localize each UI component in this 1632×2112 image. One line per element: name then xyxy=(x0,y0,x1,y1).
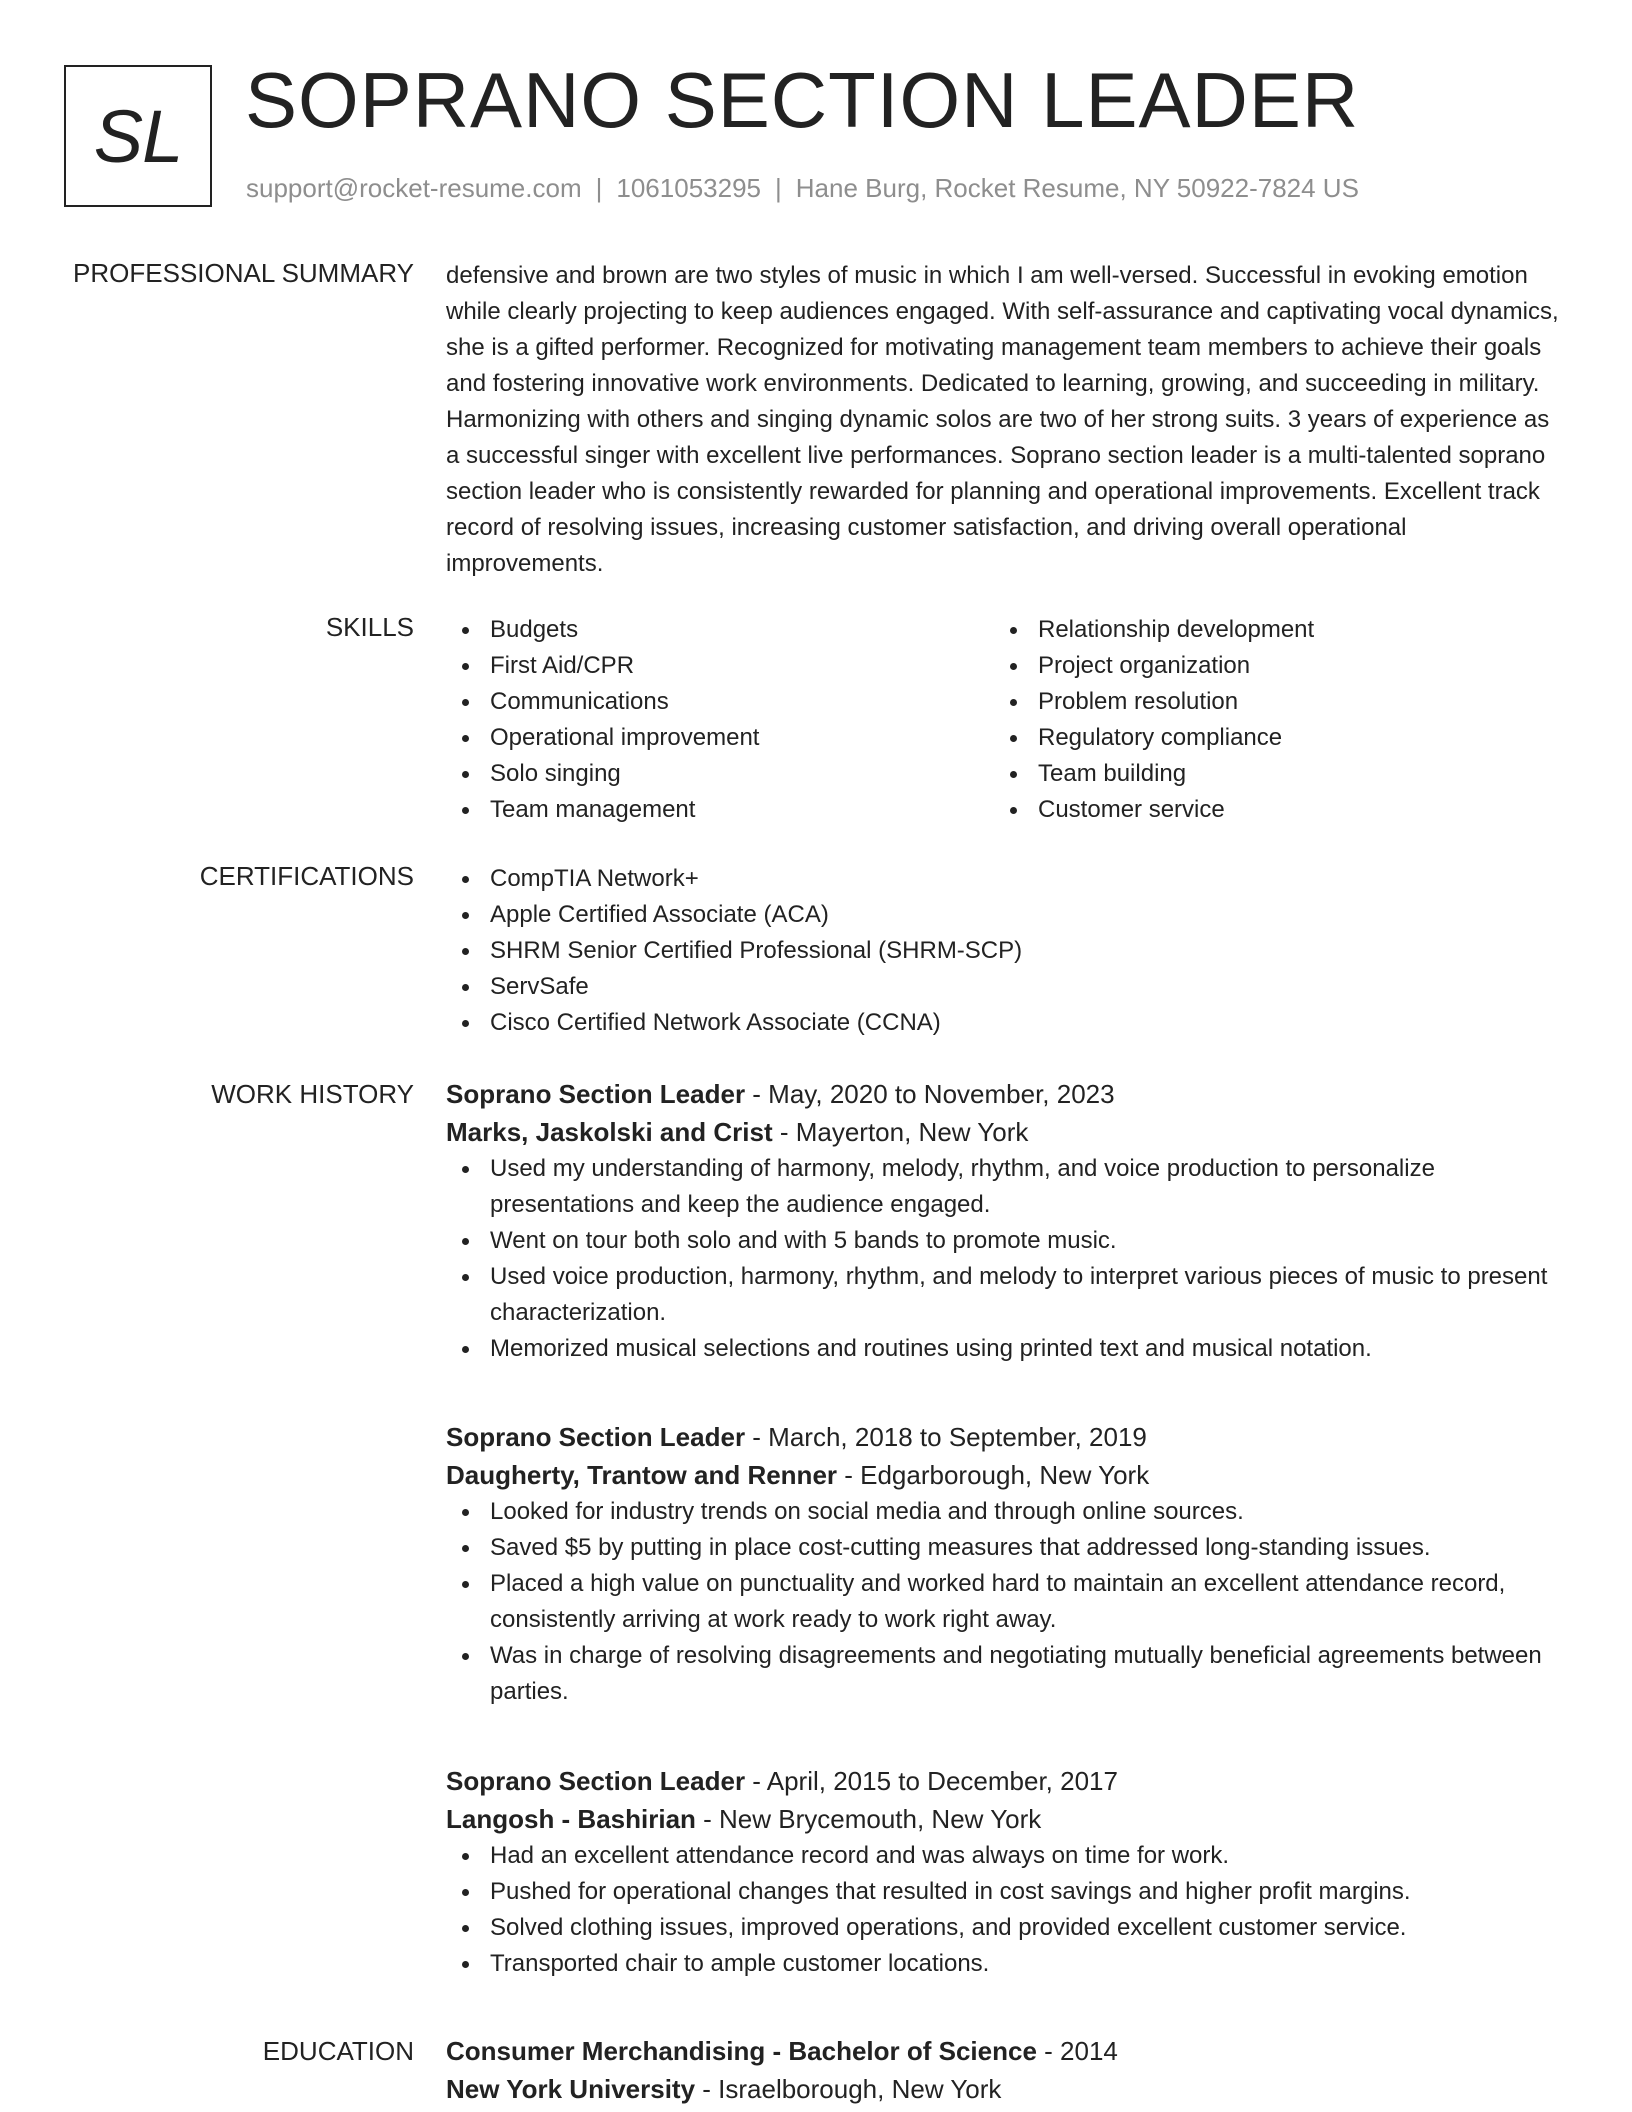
list-item: Communications xyxy=(446,684,994,720)
list-item: Customer service xyxy=(994,792,1542,828)
list-item: Operational improvement xyxy=(446,720,994,756)
list-item: Transported chair to ample customer locations. xyxy=(446,1946,1561,1982)
contact-phone: 1061053295 xyxy=(616,173,761,203)
education-school: New York University xyxy=(446,2074,696,2104)
job-company: Langosh - Bashirian xyxy=(446,1804,696,1834)
list-item: Project organization xyxy=(994,648,1542,684)
job-entry xyxy=(446,1762,1561,1982)
section-label-education: EDUCATION xyxy=(262,2036,414,2066)
list-item: Had an excellent attendance record and was always on time for work. xyxy=(446,1838,1561,1874)
section-label-summary: PROFESSIONAL SUMMARY xyxy=(73,258,414,288)
job-location: - New Brycemouth, New York xyxy=(695,1804,1042,1834)
list-item: CompTIA Network+ xyxy=(446,861,1561,897)
list-item: Looked for industry trends on social media and through online sources. xyxy=(446,1494,1561,1530)
list-item: Apple Certified Associate (ACA) xyxy=(446,897,1561,933)
skills-list-left xyxy=(446,612,994,828)
certifications-list xyxy=(446,861,1561,1041)
education-degree: Consumer Merchandising - Bachelor of Science xyxy=(446,2036,1037,2066)
contact-address: Hane Burg, Rocket Resume, NY 50922-7824 US xyxy=(795,173,1359,203)
job-entry xyxy=(446,1075,1561,1367)
education-degree-line xyxy=(446,2032,1561,2070)
job-company: Marks, Jaskolski and Crist xyxy=(446,1117,773,1147)
list-item: Saved $5 by putting in place cost-cutting measures that addressed long-standing issues. xyxy=(446,1530,1561,1566)
section-label-certifications: CERTIFICATIONS xyxy=(199,861,414,891)
education-location: - Israelborough, New York xyxy=(695,2074,1002,2104)
job-title: Soprano Section Leader xyxy=(446,1422,746,1452)
list-item: Went on tour both solo and with 5 bands to promote music. xyxy=(446,1223,1561,1259)
job-bullets xyxy=(446,1838,1561,1982)
job-title-line xyxy=(446,1418,1561,1456)
job-company-line xyxy=(446,1113,1561,1151)
contact-separator: | xyxy=(775,173,782,203)
job-entry xyxy=(446,1418,1561,1710)
list-item: Relationship development xyxy=(994,612,1542,648)
contact-email: support@rocket-resume.com xyxy=(246,173,582,203)
list-item: Cisco Certified Network Associate (CCNA) xyxy=(446,1005,1561,1041)
list-item: ServSafe xyxy=(446,969,1561,1005)
resume-name: SOPRANO SECTION LEADER xyxy=(245,56,1360,144)
job-title-line xyxy=(446,1762,1561,1800)
list-item: Regulatory compliance xyxy=(994,720,1542,756)
job-company-line xyxy=(446,1800,1561,1838)
contact-line xyxy=(246,173,1359,204)
list-item: Budgets xyxy=(446,612,994,648)
list-item: First Aid/CPR xyxy=(446,648,994,684)
summary-text: defensive and brown are two styles of music in which I am well-versed. Successful in evoking emotion while clearly projecting to keep audiences engaged. With self-assurance and captivating vocal dynamics, she is a gifted performer. Recognized for motivating management team members to achieve their goals and fostering innovative work environments. Dedicated to learning, growing, and succeeding in military. Harmonizing with others and singing dynamic solos are two of her strong suits. 3 years of experience as a successful singer with excellent live performances. Soprano section leader is a multi-talented soprano section leader who is consistently rewarded for planning and operational improvements. Excellent track record of resolving issues, increasing customer satisfaction, and driving overall operational improvements. xyxy=(446,262,1559,577)
list-item: SHRM Senior Certified Professional (SHRM-SCP) xyxy=(446,933,1561,969)
section-label-skills: SKILLS xyxy=(325,612,414,642)
list-item: Team management xyxy=(446,792,994,828)
list-item: Solved clothing issues, improved operations, and provided excellent customer service. xyxy=(446,1910,1561,1946)
list-item: Team building xyxy=(994,756,1542,792)
list-item: Placed a high value on punctuality and worked hard to maintain an excellent attendance record, consistently arriving at work ready to work right away. xyxy=(446,1566,1561,1638)
list-item: Used my understanding of harmony, melody, rhythm, and voice production to personalize presentations and keep the audience engaged. xyxy=(446,1151,1561,1223)
job-bullets xyxy=(446,1494,1561,1710)
job-location: - Mayerton, New York xyxy=(772,1117,1029,1147)
job-company-line xyxy=(446,1456,1561,1494)
job-dates: - March, 2018 to September, 2019 xyxy=(745,1422,1147,1452)
education-school-line xyxy=(446,2070,1561,2108)
job-company: Daugherty, Trantow and Renner xyxy=(446,1460,838,1490)
job-title-line xyxy=(446,1075,1561,1113)
list-item: Pushed for operational changes that resulted in cost savings and higher profit margins. xyxy=(446,1874,1561,1910)
skills-list-right xyxy=(994,612,1542,828)
education-year: - 2014 xyxy=(1036,2036,1118,2066)
list-item: Problem resolution xyxy=(994,684,1542,720)
job-bullets xyxy=(446,1151,1561,1367)
contact-separator: | xyxy=(595,173,603,203)
list-item: Was in charge of resolving disagreements and negotiating mutually beneficial agreements between parties. xyxy=(446,1638,1561,1710)
monogram: SL xyxy=(64,65,212,207)
job-location: - Edgarborough, New York xyxy=(837,1460,1150,1490)
job-dates: - May, 2020 to November, 2023 xyxy=(745,1079,1115,1109)
list-item: Used voice production, harmony, rhythm, and melody to interpret various pieces of music to present characterization. xyxy=(446,1259,1561,1331)
list-item: Memorized musical selections and routines using printed text and musical notation. xyxy=(446,1331,1561,1367)
job-title: Soprano Section Leader xyxy=(446,1766,746,1796)
section-label-work-history: WORK HISTORY xyxy=(211,1079,414,1109)
job-dates: - April, 2015 to December, 2017 xyxy=(745,1766,1118,1796)
job-title: Soprano Section Leader xyxy=(446,1079,746,1109)
list-item: Solo singing xyxy=(446,756,994,792)
